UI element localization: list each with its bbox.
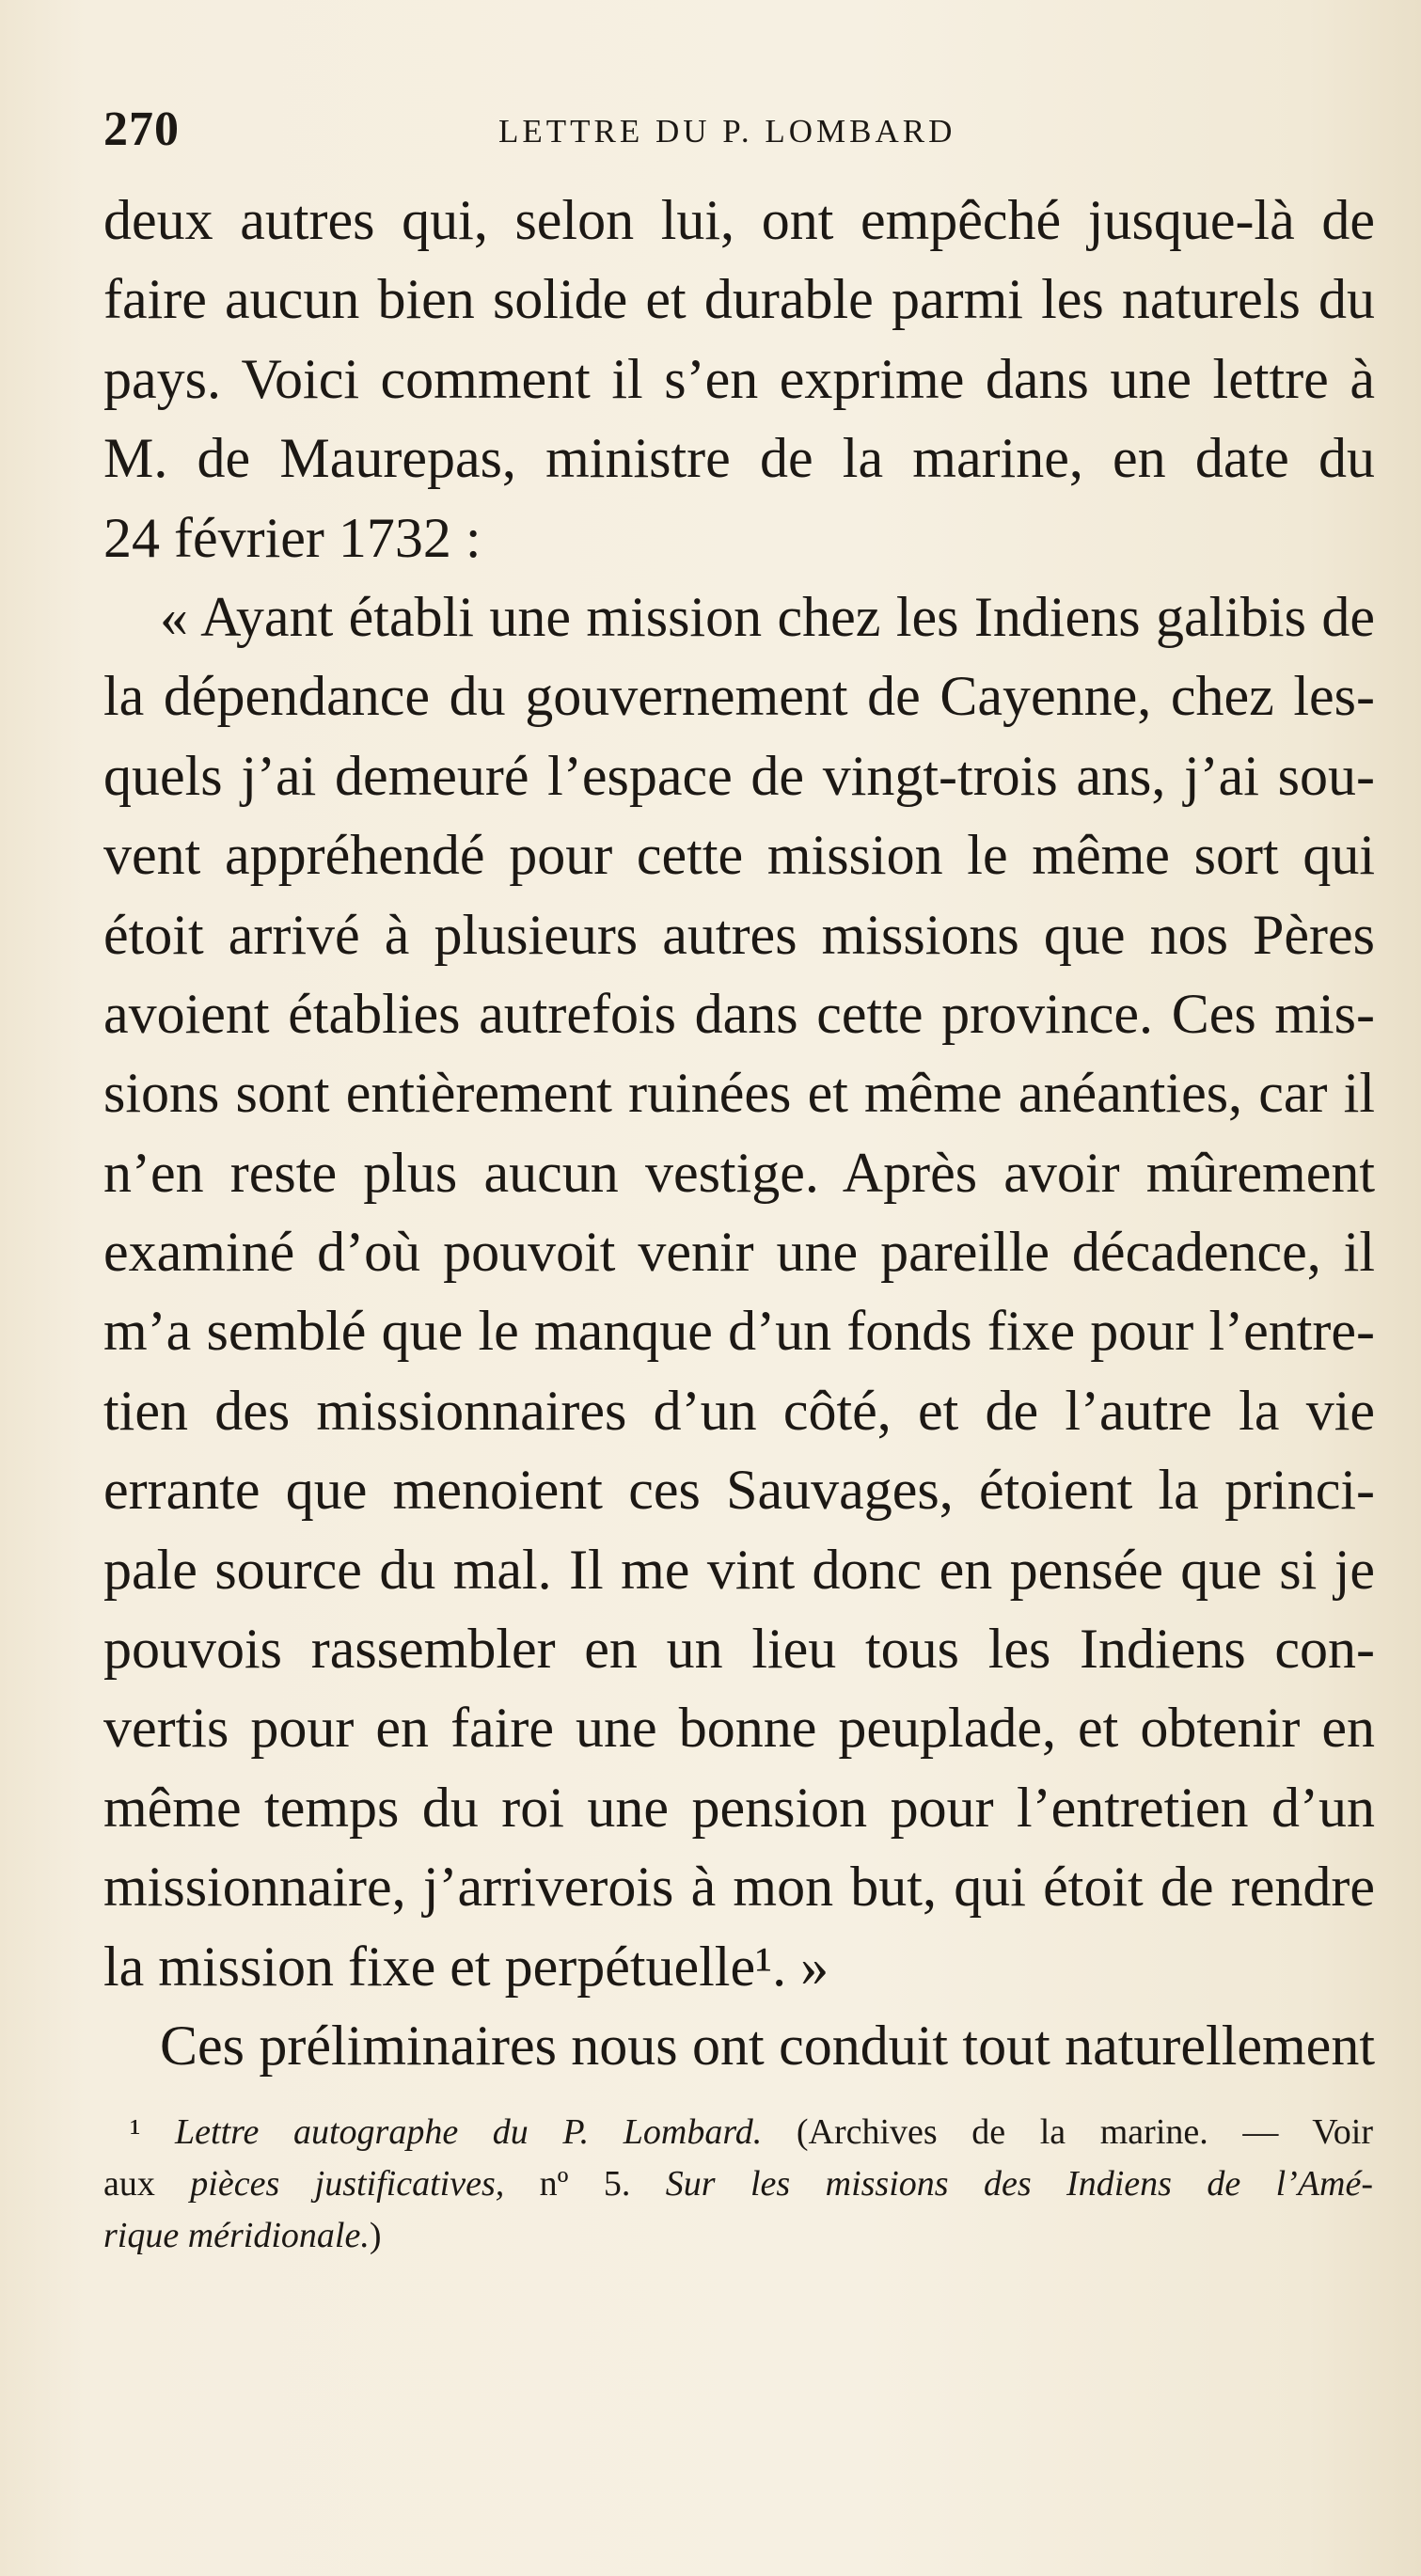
text-line: n’en reste plus aucun vestige. Après avoir mûrement (103, 1141, 1375, 1204)
page-header (103, 102, 1373, 158)
body-text (103, 181, 1375, 2085)
footnote-line (103, 2210, 1373, 2262)
footnote-line (103, 2158, 1373, 2210)
footnote-text: aux (103, 2164, 191, 2204)
text-line: errante que menoient ces Sauvages, étoient la princi- (103, 1459, 1375, 1522)
footnote-text: (Archives de la marine. — Voir (762, 2112, 1374, 2152)
text-line: vertis pour en faire une bonne peuplade, et obtenir en (103, 1697, 1375, 1760)
text-line: quels j’ai demeuré l’espace de vingt-trois ans, j’ai sou- (103, 744, 1375, 807)
text-line: m’a semblé que le manque d’un fonds fixe pour l’entre- (103, 1300, 1375, 1363)
text-line: 24 février 1732 : (103, 506, 482, 569)
page-number: 270 (103, 103, 180, 156)
text-line: pays. Voici comment il s’en exprime dans une lettre à (103, 347, 1375, 410)
text-line: même temps du roi une pension pour l’entretien d’un (103, 1776, 1375, 1839)
text-line: avoient établies autrefois dans cette province. Ces mis- (103, 982, 1375, 1045)
text-line: tien des missionnaires d’un côté, et de l’autre la vie (103, 1379, 1375, 1442)
text-line: M. de Maurepas, ministre de la marine, en date du (103, 427, 1375, 490)
text-line: deux autres qui, selon lui, ont empêché jusque-là de (103, 189, 1375, 251)
footnote-italic-text: rique méridionale. (103, 2216, 370, 2255)
text-line: vent appréhendé pour cette mission le même sort qui (103, 824, 1375, 887)
text-line: pouvois rassembler en un lieu tous les Indiens con- (103, 1618, 1375, 1681)
text-line: Ces préliminaires nous ont conduit tout naturellement (160, 2014, 1375, 2077)
footnote-marker: ¹ (130, 2112, 141, 2152)
text-line: étoit arrivé à plusieurs autres missions que nos Pères (103, 903, 1375, 966)
text-line: faire aucun bien solide et durable parmi les naturels du (103, 268, 1375, 331)
text-line: la dépendance du gouvernement de Cayenne, chez les- (103, 665, 1375, 728)
footnote-text: ) (369, 2216, 382, 2255)
quote-start-line: « Ayant établi une mission chez les Indiens galibis de (160, 585, 1375, 648)
footnote-italic-text: Lettre autographe du P. Lombard. (175, 2112, 763, 2152)
running-head: LETTRE DU P. LOMBARD (498, 113, 956, 150)
footnote-text: nº 5. (504, 2164, 666, 2204)
text-line: pale source du mal. Il me vint donc en pensée que si je (103, 1538, 1375, 1601)
footnote-line (103, 2107, 1373, 2158)
footnote (103, 2107, 1373, 2262)
quote-end-line: la mission fixe et perpétuelle¹. » (103, 1935, 829, 1998)
text-line: missionnaire, j’arriverois à mon but, qui étoit de rendre (103, 1856, 1375, 1919)
text-line: sions sont entièrement ruinées et même anéanties, car il (103, 1062, 1375, 1125)
footnote-italic-text: Sur les missions des Indiens de l’Amé- (665, 2164, 1373, 2204)
footnote-italic-text: pièces justificatives, (190, 2164, 505, 2204)
text-line: examiné d’où pouvoit venir une pareille décadence, il (103, 1221, 1375, 1284)
